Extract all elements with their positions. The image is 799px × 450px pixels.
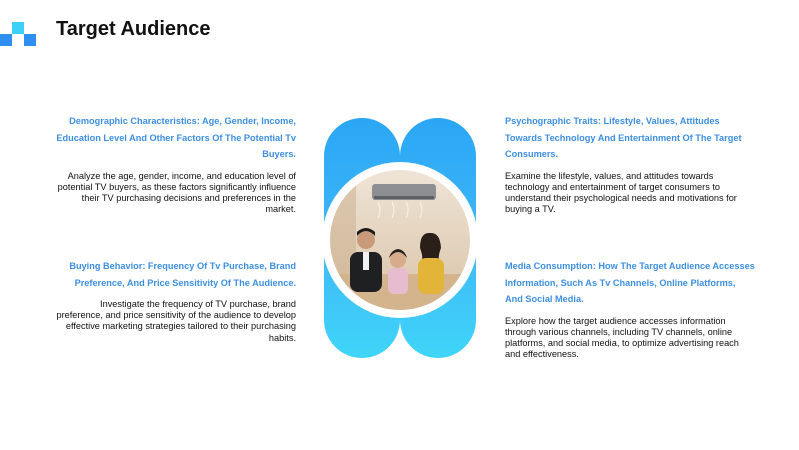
psychographic-body: Examine the lifestyle, values, and attitudes towards technology and entertainment of target consumers to understand their psychological needs and motivations for buying a TV. (505, 170, 737, 215)
demographic-heading: Demographic Characteristics: Age, Gender, Income, Education Level And Other Factors Of The Potential Tv Buyers. (56, 116, 296, 159)
media-consumption-section (505, 258, 755, 360)
psychographic-heading: Psychographic Traits: Lifestyle, Values, Attitudes Towards Technology And Entertainment Of The Target Consumers. (505, 116, 742, 159)
buying-behavior-section (56, 258, 296, 344)
brand-logo-icon (0, 22, 40, 48)
demographic-section (56, 113, 296, 215)
center-graphic (322, 118, 478, 358)
media-consumption-heading: Media Consumption: How The Target Audience Accesses Information, Such As Tv Channels, Online Platforms, And Social Media. (505, 261, 755, 304)
photo-ring (322, 162, 478, 318)
buying-behavior-heading: Buying Behavior: Frequency Of Tv Purchase, Brand Preference, And Price Sensitivity Of The Audience. (69, 261, 296, 288)
demographic-body: Analyze the age, gender, income, and education level of potential TV buyers, as these factors significantly influence their TV purchasing decisions and preferences in the market. (57, 170, 296, 215)
psychographic-section (505, 113, 755, 215)
family-photo (330, 170, 470, 310)
buying-behavior-body: Investigate the frequency of TV purchase, brand preference, and price sensitivity of the audience to develop effective marketing strategies tailored to their purchasing habits. (56, 299, 296, 343)
page-title: Target Audience (56, 18, 211, 40)
media-consumption-body: Explore how the target audience accesses information through various channels, including TV channels, online platforms, and social media, to optimize advertising reach and effectiveness. (505, 315, 739, 360)
